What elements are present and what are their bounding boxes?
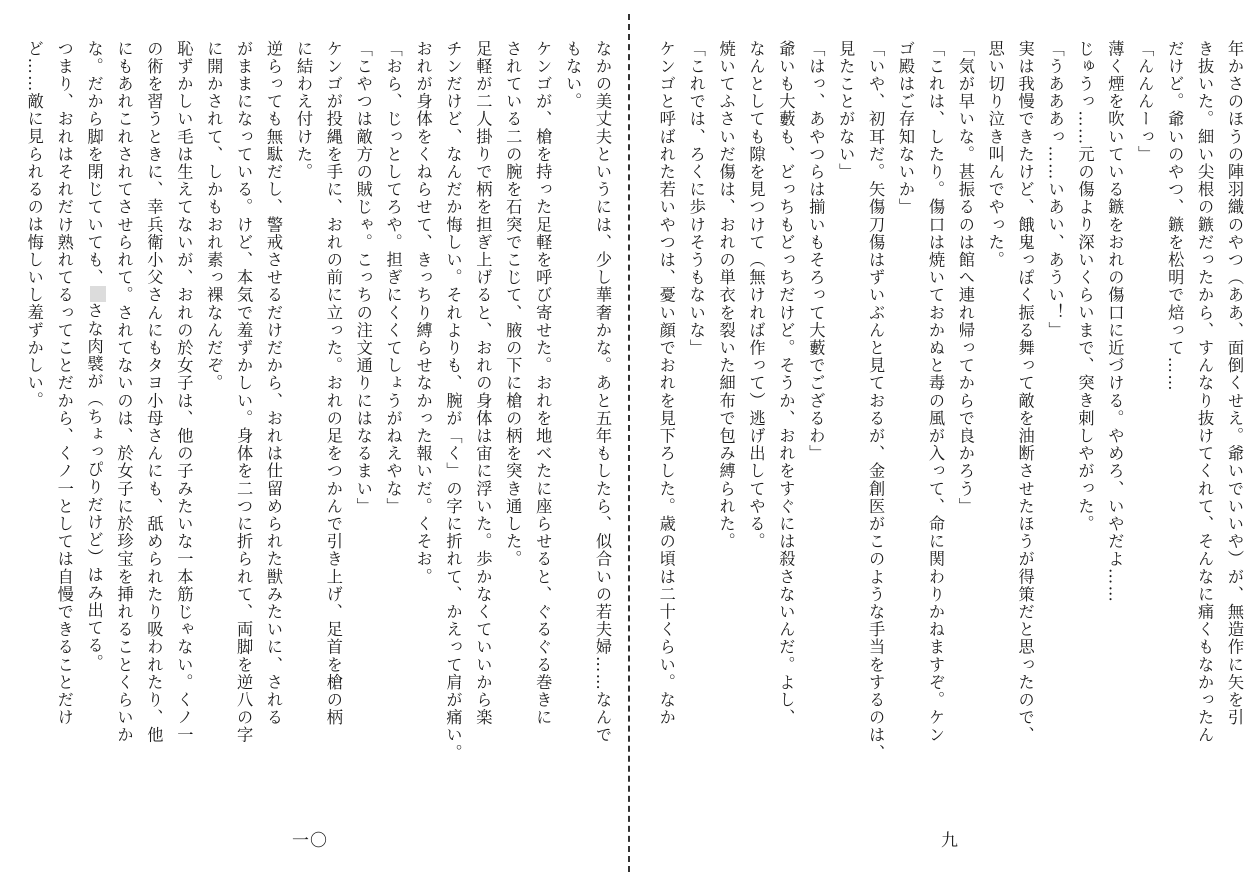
- text-line: 「気が早いな。甚振るのは館へ連れ帰ってからで良かろう」: [955, 40, 975, 516]
- text-line: [79, 40, 109, 800]
- text-line: 「これは、したり。傷口は焼いておかぬと毒の風が入って、命に関わりかねますぞ。ケン: [925, 40, 945, 744]
- text-line: ゴ殿はご存知ないか」: [896, 40, 916, 216]
- text-line: チンだけど、なんだか悔しい。それよりも、腕が「く」の字に折れて、かえって肩が痛い。: [443, 40, 463, 762]
- text-line: おれが身体をくねらせて、きっちり縛らせなかった報いだ。くそお。: [413, 40, 433, 586]
- text-line: 爺いも大藪も、どっちもどっちだけど。そうか、おれをすぐには殺さないんだ。よし、: [776, 40, 796, 727]
- left-page-body-text: [13, 40, 617, 800]
- text-line: 「いや、初耳だ。矢傷刀傷はずいぶんと見ておるが、金創医がこのような手当をするのは、: [866, 40, 886, 762]
- text-line: ケンゴが投縄を手に、おれの前に立った。おれの足をつかんで引き上げ、足首を槍の柄: [323, 40, 343, 727]
- right-page: [630, 0, 1260, 880]
- text-line: 「これでは、ろくに歩けそうもないな」: [686, 40, 706, 357]
- text-line: つまり、おれはそれだけ熟れてるってことだから、くノ一としては自慢できることだけ: [54, 40, 74, 727]
- text-line: 「こやつは敵方の賊じゃ。こっちの注文通りにはなるまい」: [353, 40, 373, 516]
- redaction-mark: [90, 286, 106, 302]
- text-line: されている二の腕を石突でこじて、腋の下に槍の柄を突き通した。: [503, 40, 523, 568]
- text-line: なかの美丈夫というには、少し華奢かな。あと五年もしたら、似合いの若夫婦……なんで: [593, 40, 612, 744]
- right-page-body-text: [641, 40, 1249, 800]
- text-line: ケンゴが、槍を持った足軽を呼び寄せた。おれを地べたに座らせると、ぐるぐる巻きに: [533, 40, 553, 727]
- text-line: 見たことがない」: [836, 40, 856, 181]
- text-line: に結わえ付けた。: [293, 40, 313, 181]
- text-segment: な。だから脚を閉じていても、: [84, 40, 104, 287]
- spread-divider: [628, 14, 630, 872]
- text-line: 足軽が二人掛りで柄を担ぎ上げると、おれの身体は宙に浮いた。歩かなくていいから楽: [473, 40, 493, 727]
- text-line: ケンゴと呼ばれた若いやつは、憂い顔でおれを見下ろした。歳の頃は二十くらい。なか: [656, 40, 676, 727]
- text-line: 年かさのほうの陣羽織のやつ（ああ、面倒くせえ。爺いでいいや）が、無造作に矢を引: [1225, 40, 1244, 727]
- text-line: もない。: [563, 40, 583, 111]
- text-line: 逆らっても無駄だし、警戒させるだけだから、おれは仕留められた獣みたいに、される: [264, 40, 284, 727]
- text-segment: さな肉襞が（ちょっぴりだけど）はみ出てる。: [84, 302, 104, 673]
- text-line: だけど。爺いのやつ、鏃を松明で焙って……: [1165, 40, 1185, 392]
- text-line: 「おら、じっとしてろや。担ぎにくくてしょうがねえやな」: [383, 40, 403, 516]
- text-line: じゅうっ……元の傷より深いくらいまで、突き刺しやがった。: [1075, 40, 1095, 533]
- page-number: 一〇: [292, 831, 328, 851]
- text-line: がままになっている。けど、本気で羞ずかしい。身体を二つに折られて、両脚を逆八の字: [234, 40, 254, 744]
- text-line: 実は我慢できたけど、餓鬼っぽく振る舞って敵を油断させたほうが得策だと思ったので、: [1015, 40, 1035, 744]
- text-line: の術を習うときに、幸兵衛小父さんにもタヨ小母さんにも、舐められたり吸われたり、他: [144, 40, 164, 744]
- text-line: に開かされて、しかもおれ素っ裸なんだぞ。: [204, 40, 224, 392]
- text-line: 薄く煙を吹いている鏃をおれの傷口に近づける。やめろ、いやだよ……: [1105, 40, 1125, 604]
- text-line: 思い切り泣き叫んでやった。: [985, 40, 1005, 269]
- left-page: [0, 0, 628, 880]
- text-line: 「うあああっ……いあい、あうい！」: [1045, 40, 1065, 340]
- text-line: 「んんんーっ」: [1135, 40, 1155, 164]
- text-line: にもあれこれされてさせられて。されてないのは、於女子に於珍宝を挿れることくらいか: [114, 40, 134, 744]
- text-line: き抜いた。細い尖根の鏃だったから、すんなり抜けてくれて、そんなに痛くもなかったん: [1195, 40, 1215, 744]
- text-line: なんとしても隙を見つけて（無ければ作って）逃げ出してやる。: [746, 40, 766, 551]
- text-line: 「はっ、あやつらは揃いもそろって大藪でござるわ」: [806, 40, 826, 463]
- text-line: 焼いてふさいだ傷は、おれの単衣を裂いた細布で包み縛られた。: [716, 40, 736, 551]
- page-number: 九: [941, 831, 959, 851]
- text-line: 恥ずかしい毛は生えてないが、おれの於女子は、他の子みたいな一本筋じゃない。くノ一: [174, 40, 194, 744]
- text-line: ど……敵に見られるのは悔しいし羞ずかしい。: [24, 40, 44, 410]
